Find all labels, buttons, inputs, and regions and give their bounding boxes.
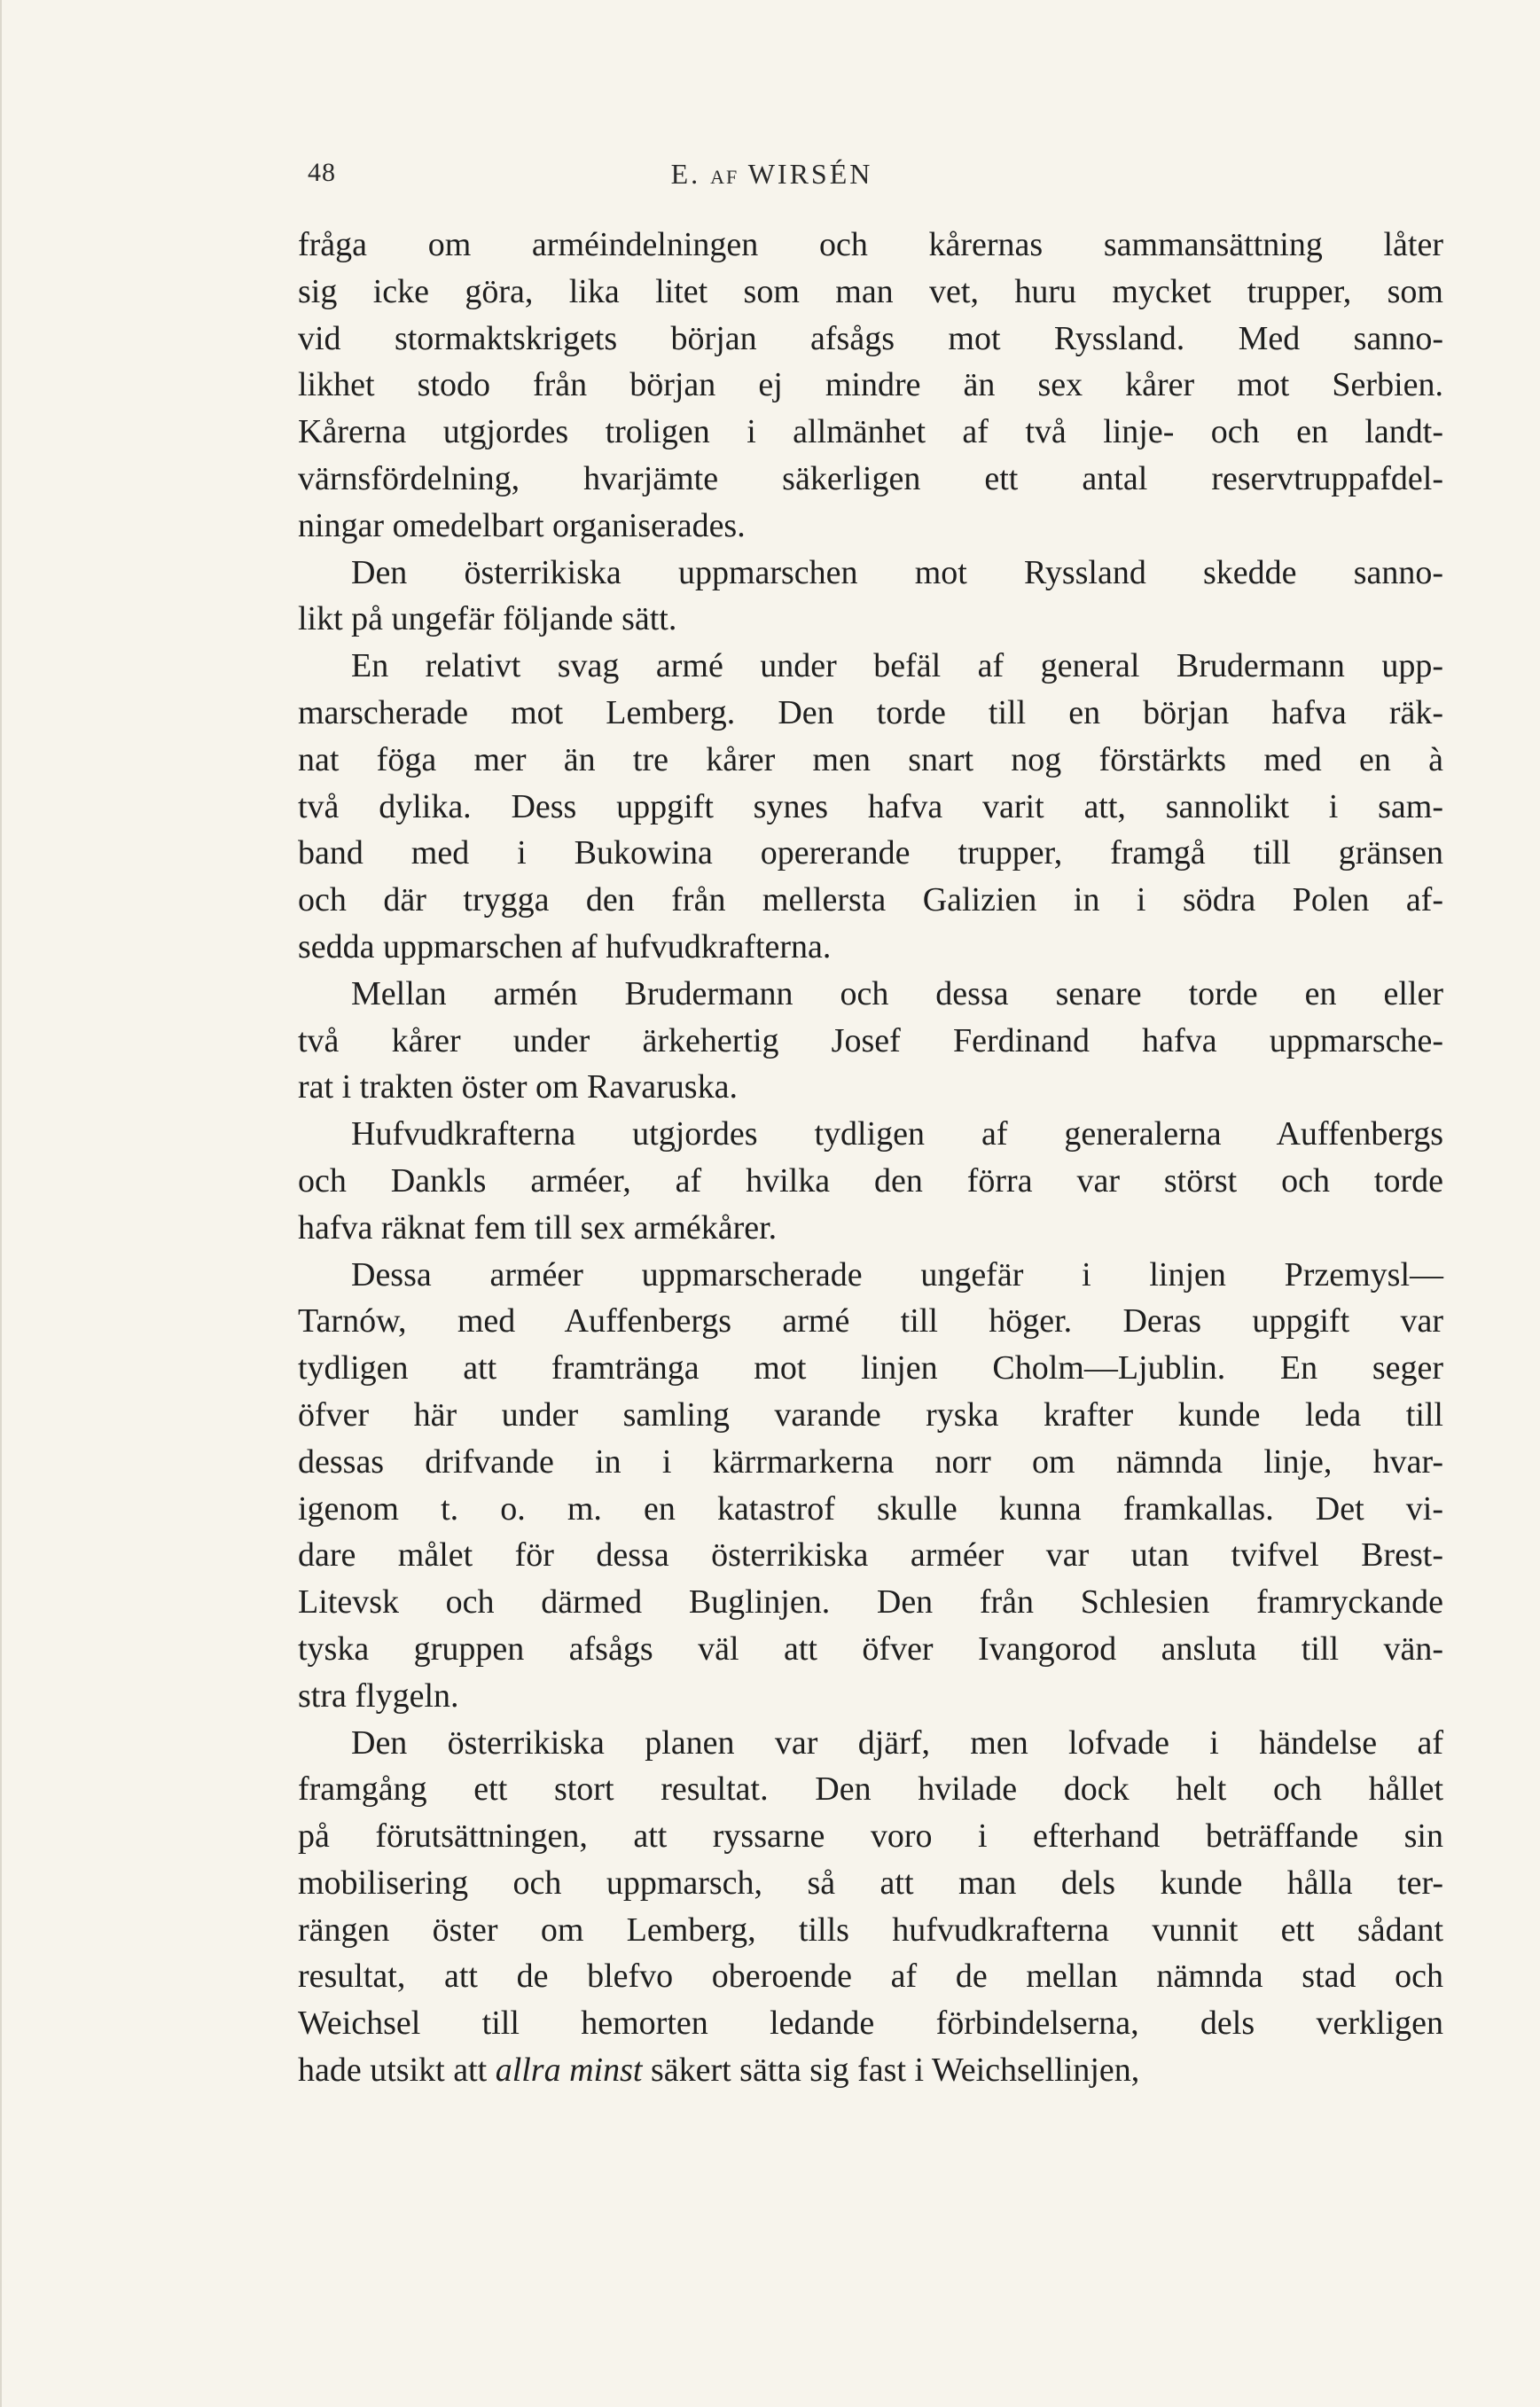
text-line: tyska gruppen afsågs väl att öfver Ivangorod ansluta till vän- <box>298 1629 1443 1668</box>
text-line: Dessa arméer uppmarscherade ungefär i linjen Przemysl— <box>351 1255 1443 1293</box>
text-line: och där trygga den från mellersta Galizien in i södra Polen af- <box>298 881 1443 919</box>
italic-emphasis: allra minst <box>495 2051 643 2090</box>
text-line: stra flygeln. <box>298 1676 459 1715</box>
text-line: öfver här under samling varande ryska krafter kunde leda till <box>298 1395 1443 1434</box>
paragraph <box>298 550 1443 644</box>
text-line: Tarnów, med Auffenbergs armé till höger. Deras uppgift var <box>298 1302 1443 1340</box>
text-line: band med i Bukowina opererande trupper, framgå till gränsen <box>298 834 1443 872</box>
text-line: Litevsk och därmed Buglinjen. Den från Schlesien framryckande <box>298 1583 1443 1622</box>
text-line: resultat, att de blefvo oberoende af de mellan nämnda stad och <box>298 1958 1443 1996</box>
author-name: WIRSÉN <box>747 158 873 190</box>
text-line: vid stormaktskrigets början afsågs mot Ryssland. Med sanno- <box>298 319 1443 357</box>
page-number: 48 <box>308 158 336 187</box>
author-particle: AF <box>710 166 739 188</box>
text-line: värnsfördelning, hvarjämte säkerligen ett antal reservtruppafdel- <box>298 459 1443 497</box>
paragraph <box>298 643 1443 971</box>
text-line: Hufvudkrafterna utgjordes tydligen af generalerna Auffenbergs <box>351 1115 1443 1153</box>
paragraph <box>298 1111 1443 1251</box>
text-line: Weichsel till hemorten ledande förbindelserna, dels verkligen <box>298 2005 1443 2043</box>
text-line: igenom t. o. m. en katastrof skulle kunna framkallas. Det vi- <box>298 1489 1443 1528</box>
text-line: ningar omedelbart organiserades. <box>298 506 746 544</box>
text-line: på förutsättningen, att ryssarne voro i efterhand beträffande sin <box>298 1817 1443 1856</box>
text-line: sedda uppmarschen af hufvudkrafterna. <box>298 927 832 965</box>
text-line: rängen öster om Lemberg, tills hufvudkrafterna vunnit ett sådant <box>298 1911 1443 1949</box>
text-line: dessas drifvande in i kärrmarkerna norr om nämnda linje, hvar- <box>298 1442 1443 1481</box>
text-line: hafva räknat fem till sex armékårer. <box>298 1208 778 1246</box>
text-line: två dylika. Dess uppgift synes hafva varit att, sannolikt i sam- <box>298 787 1443 825</box>
text-line: nat föga mer än tre kårer men snart nog förstärkts med en à <box>298 740 1443 778</box>
text-line: dare målet för dessa österrikiska arméer var utan tvifvel Brest- <box>298 1536 1443 1575</box>
text-line: två kårer under ärkehertig Josef Ferdinand hafva uppmarsche- <box>298 1021 1443 1059</box>
paragraph <box>298 1720 1443 2094</box>
text-line: Mellan armén Brudermann och dessa senare torde en eller <box>351 974 1443 1012</box>
author-prefix: E. <box>670 158 701 190</box>
page-header <box>2 158 1540 202</box>
paragraph <box>298 1252 1443 1720</box>
text-line: En relativt svag armé under befäl af general Brudermann upp- <box>351 647 1443 685</box>
running-head <box>2 158 1540 191</box>
paragraph <box>298 971 1443 1111</box>
paragraph <box>298 222 1443 550</box>
text-line: sig icke göra, lika litet som man vet, huru mycket trupper, som <box>298 272 1443 310</box>
text-line: tydligen att framtränga mot linjen Cholm—Ljublin. En seger <box>298 1349 1443 1387</box>
text-line: fråga om arméindelningen och kårernas sammansättning låter <box>298 226 1443 263</box>
text-line: likhet stodo från början ej mindre än sex kårer mot Serbien. <box>298 366 1443 404</box>
text-segment: hade utsikt att <box>298 2051 496 2090</box>
text-line: mobilisering och uppmarsch, så att man dels kunde hålla ter- <box>298 1864 1443 1902</box>
text-line: Den österrikiska planen var djärf, men lofvade i händelse af <box>351 1723 1443 1762</box>
text-line: och Dankls arméer, af hvilka den förra var störst och torde <box>298 1161 1443 1200</box>
text-line: Kårerna utgjordes troligen i allmänhet af två linje- och en landt- <box>298 413 1443 451</box>
text-line: likt på ungefär följande sätt. <box>298 600 677 638</box>
text-line: framgång ett stort resultat. Den hvilade dock helt och hållet <box>298 1770 1443 1809</box>
text-line: rat i trakten öster om Ravaruska. <box>298 1068 738 1106</box>
text-line: Den österrikiska uppmarschen mot Ryssland skedde sanno- <box>351 553 1443 591</box>
body-text <box>298 222 1443 2094</box>
text-line <box>298 2047 1443 2094</box>
text-segment: säkert sätta sig fast i Weichsellinjen, <box>642 2051 1140 2090</box>
text-line: marscherade mot Lemberg. Den torde till en början hafva räk- <box>298 693 1443 731</box>
